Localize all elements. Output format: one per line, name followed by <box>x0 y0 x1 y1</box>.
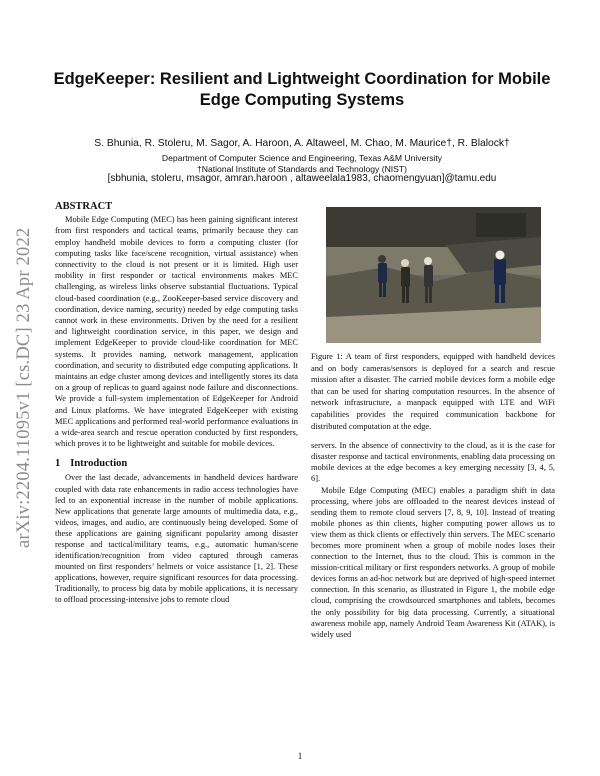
figure-1-photo <box>326 207 541 343</box>
abstract-text: Mobile Edge Computing (MEC) has been gaining significant interest from first responders and tactical teams, primarily because they can employ handheld mobile devices to form a computing cluster (for computing tasks like face/scene recognition, virtual assistance) when connectivity to the cloud is not present or it is limited. High user mobility in first responder or tactical environments makes MEC challenging, as wireless links observe substantial fluctuations. Typical cloud-based coordination (e.g., ZooKeeper-based service discovery and coordination, device naming, security) needed by edge computing tasks cannot work in these environments. Driven by the need for a resilient and lightweight coordination service, in this paper, we design and implement EdgeKeeper to provide cloud-like coordination for MEC systems. It provides naming, network management, application coordination, and security to distributed edge computing applications. It maintains an edge cluster among devices and intelligently stores its data on a group of replicas to guard against node failure and disconnections. We provide a full-system implementation of EdgeKeeper for Android and Linux platforms. We have integrated EdgeKeeper with existing MEC applications and performed real-world performance evaluations in a wide-area search and rescue operation conducted by first responders, which proves it to be lightweight and suitable for mobile devices. <box>55 215 298 449</box>
left-column <box>55 201 298 606</box>
intro-heading <box>55 458 298 469</box>
author-emails: [sbhunia, stoleru, msagor, amran.haroon , altaweelala1983, chaomengyuan]@tamu.edu <box>107 173 497 184</box>
right-column <box>311 197 555 640</box>
page-number: 1 <box>297 751 303 761</box>
first-responders-photo <box>326 207 541 343</box>
abstract-heading: ABSTRACT <box>55 201 113 212</box>
paper-title: EdgeKeeper: Resilient and Lightweight Coordination for Mobile Edge Computing Systems <box>53 70 551 109</box>
right-paragraph-2: Mobile Edge Computing (MEC) enables a paradigm shift in data processing, where jobs are offloaded to the nearest devices instead of sending them to remote cloud servers [7, 8, 9, 10]. Instead of treating mobile phones as thin clients, higher computing power allows us to view them as thick clients or effectively thin servers. The MEC scenario becomes more prominent when a group of mobile nodes loses their connection to the Internet, thus to the cloud. This is common in the mission-critical military or first responders networks. A group of mobile devices forms an ad-hoc network but are deprived of high-speed internet connection. In this scenario, as illustrated in Figure 1, the mobile edge cloud, comprising the crowdsourced smartphones and tablets, becomes the only possibility for big data processing. Currently, a situational awareness mobile app, namely Android Team Awareness Kit (ATAK), is widely used <box>311 485 555 639</box>
right-paragraph-1: servers. In the absence of connectivity to the cloud, as it is the case for disaster response and tactical environments, enabling data processing on mobile devices at the edge becomes a key emerging necessity [3, 4, 5, 6]. <box>311 441 555 484</box>
figure-1-caption: Figure 1: A team of first responders, equipped with handheld devices and on body cameras/sensors is deployed for a search and rescue mission after a disaster. The carried mobile devices form a mobile edge that can be used for sharing computation resources. In the absence of network infrastructure, a manpack equipped with LTE and WiFi capabilities provides the required communication backbone for distributed computation at the edge. <box>311 352 555 431</box>
intro-paragraph: Over the last decade, advancements in handheld devices hardware coupled with data rate enhancements in radio access technologies have led to an exponential increase in the number of mobile applications. New applications that generate large amounts of multimedia data, e.g., videos, images, and audio, are continuously being developed. Some of these applications are gaining significant popularity among disaster response and tactical/military teams, e.g., automatic human/scene identification/recognition from video captured through cameras mounted on first responders’ helmets or voice assistance [1, 2]. These applications, however, require significant resources for data processing. Traditionally, to process big data by mobile applications, it is necessary to offload processing-intensive jobs to remote cloud <box>55 473 298 605</box>
section-number: 1 <box>55 458 61 470</box>
section-title: Introduction <box>70 458 128 470</box>
arxiv-stamp: arXiv:2204.11095v1 [cs.DC] 23 Apr 2022 <box>14 227 34 548</box>
affiliation-tamu: Department of Computer Science and Engineering, Texas A&M University <box>161 153 443 163</box>
affiliation-nist: †National Institute of Standards and Technology (NIST) <box>196 164 408 174</box>
author-list: S. Bhunia, R. Stoleru, M. Sagor, A. Haroon, A. Altaweel, M. Chao, M. Maurice†, R. Blalock† <box>94 138 510 149</box>
